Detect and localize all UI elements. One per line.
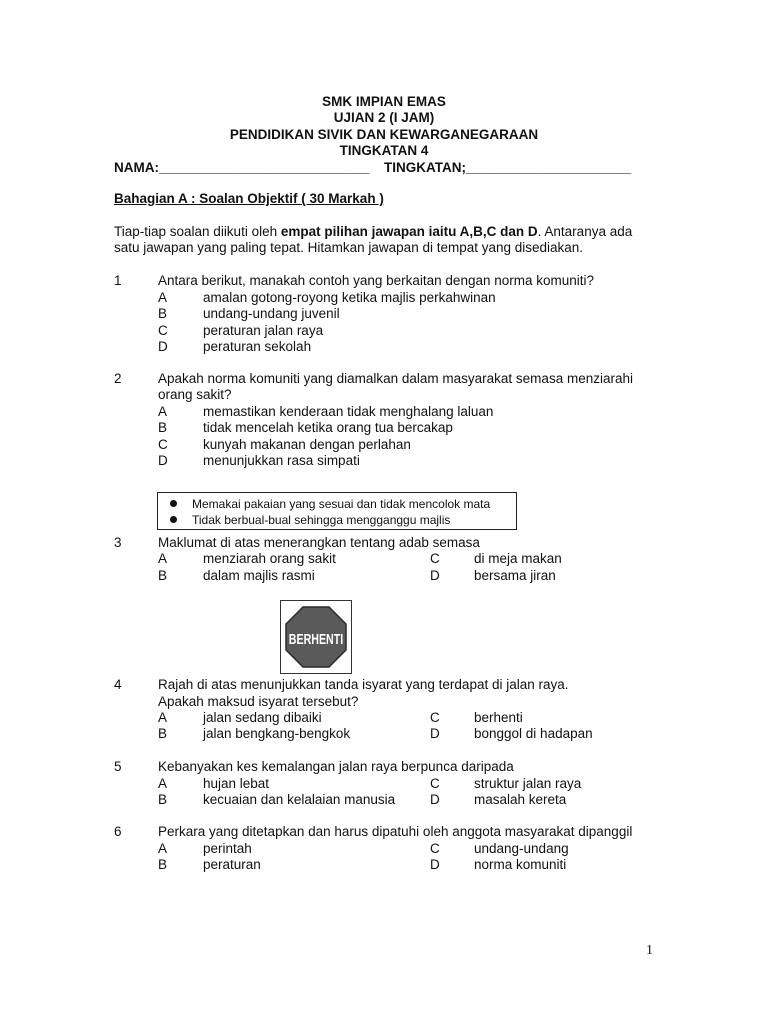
option-text: jalan sedang dibaiki [203,710,322,725]
name-field-label: NAMA:____________________________ [114,160,370,175]
info-box-text: Tidak berbual-bual sehingga mengganggu majlis [192,513,451,527]
subject-title: PENDIDIKAN SIVIK DAN KEWARGANEGARAAN [229,127,539,142]
option-text: memastikan kenderaan tidak menghalang laluan [203,404,494,419]
option-text: struktur jalan raya [474,776,582,791]
question-number: 6 [114,824,122,839]
instruction-line-1 [114,224,632,239]
question-text: Maklumat di atas menerangkan tentang adab semasa [158,535,480,550]
info-box-item [170,497,490,511]
option-text: bonggol di hadapan [474,726,593,741]
option-letter: B [158,792,168,807]
option-letter: A [158,290,168,305]
question-number: 5 [114,759,122,774]
option-text: menziarah orang sakit [203,551,336,566]
option-letter: B [158,420,168,435]
option-letter: D [430,726,440,741]
option-letter: A [158,776,168,791]
option-text: hujan lebat [203,776,270,791]
question-number: 3 [114,535,122,550]
option-text: norma komuniti [474,857,567,872]
option-letter: C [430,551,440,566]
option-text: menunjukkan rasa simpati [203,453,360,468]
option-letter: A [158,551,168,566]
question-text-continued: Apakah maksud isyarat tersebut? [158,694,359,709]
stop-sign-icon [281,601,351,673]
option-letter: A [158,404,168,419]
option-letter: A [158,841,168,856]
instruction-post: . Antaranya ada [537,224,633,239]
stop-sign-text: BERHENTI [288,630,344,648]
question-text: Perkara yang ditetapkan dan harus dipatuhi oleh anggota masyarakat dipanggil [158,824,633,839]
option-letter: C [430,710,440,725]
option-text: kunyah makanan dengan perlahan [203,437,411,452]
bullet-icon [170,516,177,523]
class-field-label: TINGKATAN;______________________ [384,160,632,175]
option-text: peraturan jalan raya [203,323,324,338]
option-letter: B [158,857,168,872]
option-text: berhenti [474,710,523,725]
option-letter: C [430,841,440,856]
option-letter: C [430,776,440,791]
question-text-continued: orang sakit? [158,387,232,402]
question-text: Antara berikut, manakah contoh yang berkaitan dengan norma komuniti? [158,273,595,288]
option-text: peraturan sekolah [203,339,312,354]
info-box-text: Memakai pakaian yang sesuai dan tidak mencolok mata [192,497,491,511]
instruction-pre: Tiap-tiap soalan diikuti oleh [114,224,281,239]
section-title: Bahagian A : Soalan Objektif ( 30 Markah ) [114,191,384,206]
option-letter: C [158,437,168,452]
option-text: undang-undang juvenil [203,306,340,321]
info-box-item [170,513,450,527]
option-text: perintah [203,841,252,856]
option-letter: D [158,339,168,354]
option-text: bersama jiran [474,568,556,583]
option-text: peraturan [203,857,261,872]
option-letter: D [158,453,168,468]
option-text: tidak mencelah ketika orang tua bercakap [203,420,453,435]
question-text: Kebanyakan kes kemalangan jalan raya berpunca daripada [158,759,514,774]
instruction-bold: empat pilihan jawapan iaitu A,B,C dan D [280,224,538,239]
page-number: 1 [646,943,653,958]
option-letter: B [158,726,168,741]
form-title: TINGKATAN 4 [339,143,429,158]
option-text: undang-undang [474,841,569,856]
question-number: 1 [114,273,122,288]
option-letter: D [430,792,440,807]
question-text: Rajah di atas menunjukkan tanda isyarat yang terdapat di jalan raya. [158,677,569,692]
option-letter: D [430,857,440,872]
option-text: dalam majlis rasmi [203,568,315,583]
school-name: SMK IMPIAN EMAS [322,94,446,109]
instruction-line-2: satu jawapan yang paling tepat. Hitamkan jawapan di tempat yang disediakan. [114,240,584,255]
option-letter: B [158,568,168,583]
question-number: 2 [114,371,122,386]
option-text: amalan gotong-royong ketika majlis perkahwinan [203,290,496,305]
option-letter: B [158,306,168,321]
info-box [157,492,517,530]
exam-title: UJIAN 2 (I JAM) [333,110,435,125]
option-text: jalan bengkang-bengkok [203,726,351,741]
option-text: di meja makan [474,551,562,566]
question-number: 4 [114,677,122,692]
question-text: Apakah norma komuniti yang diamalkan dalam masyarakat semasa menziarahi [158,371,633,386]
bullet-icon [170,500,177,507]
option-letter: A [158,710,168,725]
stop-sign-image [280,600,352,674]
option-letter: C [158,323,168,338]
option-text: kecuaian dan kelalaian manusia [203,792,396,807]
option-text: masalah kereta [474,792,567,807]
option-letter: D [430,568,440,583]
